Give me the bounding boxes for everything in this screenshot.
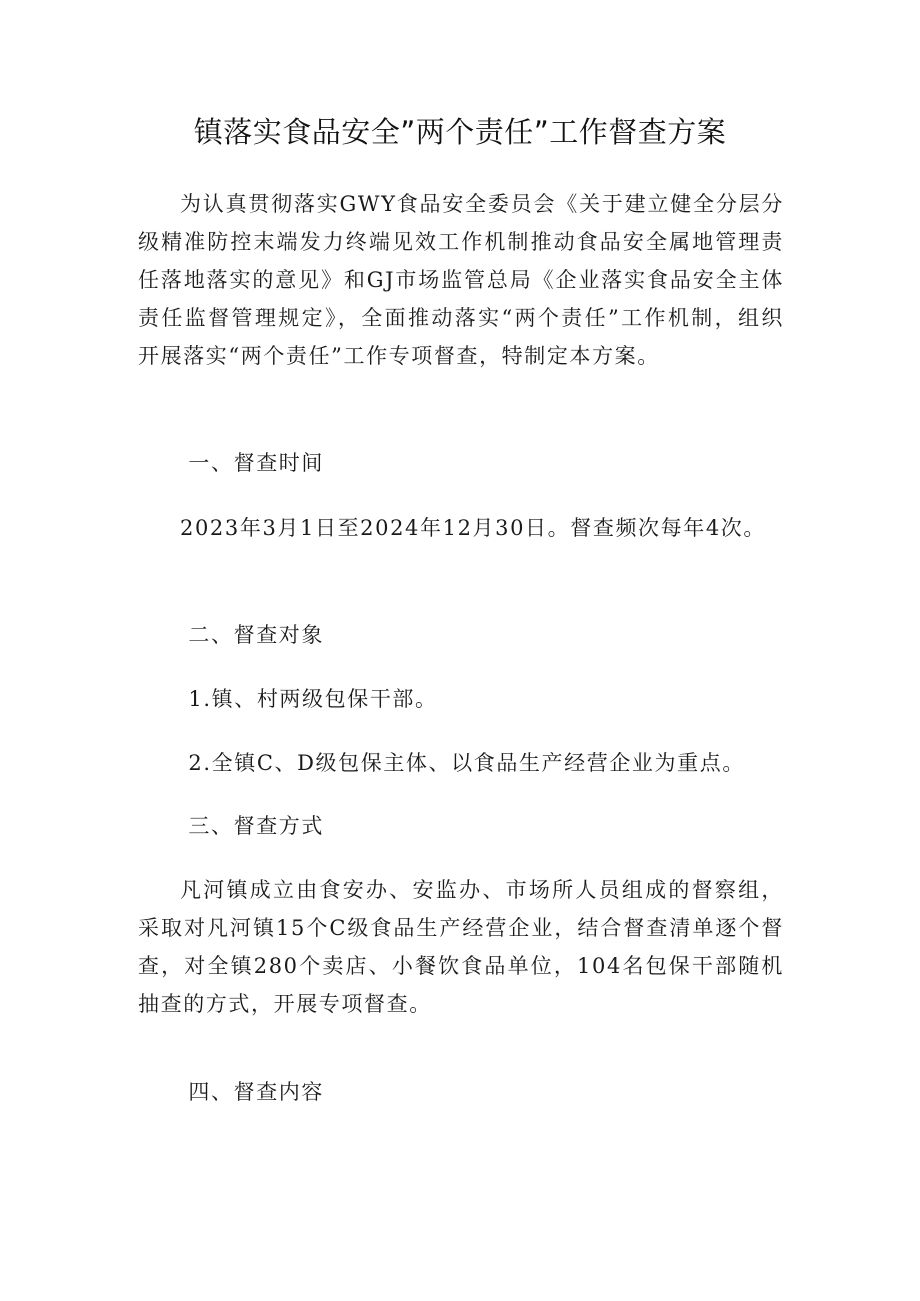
document-title: 镇落实食品安全”两个责任”工作督查方案 xyxy=(193,115,727,149)
section-heading-content: 四、督查内容 xyxy=(188,1080,324,1104)
section-heading-time: 一、督查时间 xyxy=(188,451,324,475)
intro-paragraph: 为认真贯彻落实GWY食品安全委员会《关于建立健全分层分级精准防控末端发力终端见效工作机制推动食品安全属地管理责任落地落实的意见》和GJ市场监管总局《企业落实食品安全主体责任监督管理规定》，全面推动落实“两个责任”工作机制，组织开展落实“两个责任”工作专项督查，特制定本方案。 xyxy=(138,192,784,368)
section-heading-targets: 二、督查对象 xyxy=(188,623,324,647)
section-heading-method: 三、督查方式 xyxy=(188,814,324,838)
section-time-paragraph: 2023年3月1日至2024年12月30日。督查频次每年4次。 xyxy=(180,516,767,540)
section-method-paragraph: 凡河镇成立由食安办、安监办、市场所人员组成的督察组，采取对凡河镇15个C级食品生产经营企业，结合督查清单逐个督查，对全镇280个卖店、小餐饮食品单位，104名包保干部随机抽查的方式，开展专项督查。 xyxy=(138,878,784,1016)
target-item-1: 1.镇、村两级包保干部。 xyxy=(188,687,438,711)
target-item-2: 2.全镇C、D级包保主体、以食品生产经营企业为重点。 xyxy=(188,751,745,775)
